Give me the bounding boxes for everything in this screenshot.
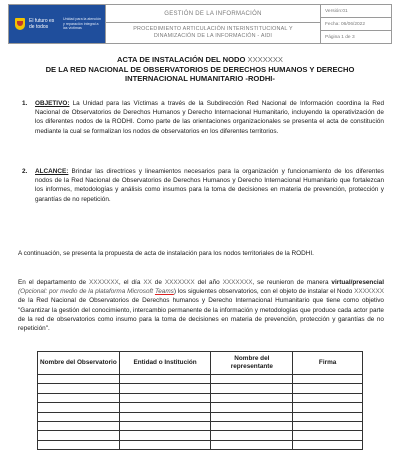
body-text-2: , el día xyxy=(118,279,144,286)
table-row xyxy=(38,440,363,449)
institution-logo xyxy=(9,5,106,43)
table-row xyxy=(38,421,363,430)
document-header xyxy=(8,4,392,44)
scope-paragraph xyxy=(35,167,384,204)
platform-name: Teams xyxy=(154,288,174,296)
procedure-title xyxy=(106,23,320,43)
table-row xyxy=(38,403,363,412)
table-cell xyxy=(38,403,120,412)
logo-entity-name: Unidad para la atención y reparación integral a las víctimas xyxy=(63,17,101,31)
table-cell xyxy=(38,384,120,393)
table-cell xyxy=(293,384,363,393)
procedure-line-2: DINAMIZACIÓN DE LA INFORMACIÓN - AIDI xyxy=(153,33,273,39)
scope-text: Brindar las directrices y lineamientos necesarios para la organización y funcionamiento de los diferentes nodos de la Red Nacional de Observatorios de Derechos Humanos y Derecho Internacional Humanitario que fortalezcan los informes, metodologías y análisis como insumos para la toma de decisiones en materia de prevención, protección y garantías de no repetición. xyxy=(35,168,384,203)
table-row xyxy=(38,431,363,440)
table-cell xyxy=(38,440,120,449)
date-label: Fecha: 06/06/2022 xyxy=(321,18,391,31)
objective-paragraph xyxy=(35,99,384,136)
coat-of-arms-icon xyxy=(15,18,25,30)
table-cell xyxy=(211,412,293,421)
body-text-1: En el departamento de xyxy=(18,279,90,286)
header-meta-block xyxy=(321,5,391,43)
table-cell xyxy=(119,393,211,402)
col-header-representative: Nombre del representante xyxy=(211,352,293,375)
table-cell xyxy=(119,440,211,449)
body-text-3: de xyxy=(151,279,165,286)
year-placeholder: XXXXXXX xyxy=(222,279,253,286)
intro-paragraph: A continuación, se presenta la propuesta de acta de instalación para los nodos territoriales de la RODHI. xyxy=(18,250,314,257)
table-cell xyxy=(211,440,293,449)
objective-number: 1. xyxy=(22,100,28,107)
document-title xyxy=(20,55,380,84)
body-text-4: del año xyxy=(194,279,223,286)
table-cell xyxy=(293,403,363,412)
title-line-3: INTERNACIONAL HUMANITARIO -RODHI- xyxy=(125,74,275,84)
body-text-9: ) los siguientes observatorios, con el objeto de instalar el Nodo xyxy=(173,288,355,296)
table-cell xyxy=(293,412,363,421)
department-placeholder: XXXXXXX xyxy=(89,279,119,286)
table-row xyxy=(38,412,363,421)
table-cell xyxy=(38,412,120,421)
table-row xyxy=(38,375,363,384)
table-cell xyxy=(38,393,120,402)
body-text-10: de la Red Nacional de Observatorios de Derechos humanos y Derecho Internacional Humanitario que tiene como objetivo "Garantizar la gestión del conocimiento, intercambio permanente de la información y metodologías que produce cada actor parte de la red de observatorios como insumo para la toma de decisiones en materia de prevención, protección y garantías de no repetición". xyxy=(18,297,384,333)
table-cell xyxy=(119,403,211,412)
table-cell xyxy=(211,384,293,393)
table-cell xyxy=(211,375,293,384)
version-label: Versión:01 xyxy=(321,5,391,18)
body-text-5: , se reunieron de manera xyxy=(252,279,332,286)
table-cell xyxy=(38,431,120,440)
day-placeholder: XX xyxy=(143,279,152,286)
observatories-table xyxy=(37,351,363,450)
month-placeholder: XXXXXXX xyxy=(164,279,195,286)
logo-slogan: El futuro es de todos xyxy=(29,18,55,30)
node-name-placeholder: XXXXXXX xyxy=(354,288,384,296)
table-cell xyxy=(293,440,363,449)
title-line-1: ACTA DE INSTALACIÓN DEL NODO xyxy=(117,55,248,64)
page-number-label: Página 1 de 3 xyxy=(325,34,355,40)
process-title: GESTIÓN DE LA INFORMACIÓN xyxy=(106,5,320,23)
objective-label: OBJETIVO: xyxy=(35,100,70,107)
table-cell xyxy=(119,375,211,384)
table-body xyxy=(38,375,363,450)
table-cell xyxy=(119,412,211,421)
node-placeholder: XXXXXXX xyxy=(247,55,283,64)
table-row xyxy=(38,393,363,402)
table-cell xyxy=(211,431,293,440)
table-cell xyxy=(293,375,363,384)
table-cell xyxy=(211,403,293,412)
table-cell xyxy=(38,375,120,384)
table-cell xyxy=(211,393,293,402)
col-header-signature: Firma xyxy=(293,352,363,375)
table-cell xyxy=(293,393,363,402)
procedure-line-1: PROCEDIMIENTO ARTICULACIÓN INTERINSTITUCIONAL Y xyxy=(133,25,293,32)
installation-paragraph xyxy=(18,278,384,333)
modality-text: virtual/presencial xyxy=(331,279,384,286)
objective-text: La Unidad para las Víctimas a través de la Subdirección Red Nacional de Información coordina la Red Nacional de Observatorios de Derechos Humanos y Derecho Internacional Humanitario, incluyendo la operativización de los diferentes nodos de la RODHI. Como parte de las orientaciones organizacionales se presenta el acta de constitución mediante la cual se formalizan los nodos de observatorios en los diferentes territorios. xyxy=(35,100,384,135)
table-cell xyxy=(293,431,363,440)
col-header-observatory: Nombre del Observatorio xyxy=(38,352,120,375)
table-cell xyxy=(38,421,120,430)
col-header-entity: Entidad o Institución xyxy=(119,352,211,375)
table-cell xyxy=(119,384,211,393)
title-line-2: DE LA RED NACIONAL DE OBSERVATORIOS DE DERECHOS HUMANOS Y DERECHO xyxy=(45,64,355,74)
table-cell xyxy=(119,431,211,440)
table-header-row xyxy=(38,352,363,375)
table-cell xyxy=(211,421,293,430)
table-row xyxy=(38,384,363,393)
scope-section xyxy=(22,167,384,204)
scope-number: 2. xyxy=(22,168,28,175)
optional-platform-text: (Opcional: por medio de la plataforma Microsoft xyxy=(18,288,155,296)
table-cell xyxy=(119,421,211,430)
header-process-block xyxy=(106,5,321,43)
objective-section xyxy=(22,99,384,136)
table-cell xyxy=(293,421,363,430)
scope-label: ALCANCE: xyxy=(35,168,69,175)
